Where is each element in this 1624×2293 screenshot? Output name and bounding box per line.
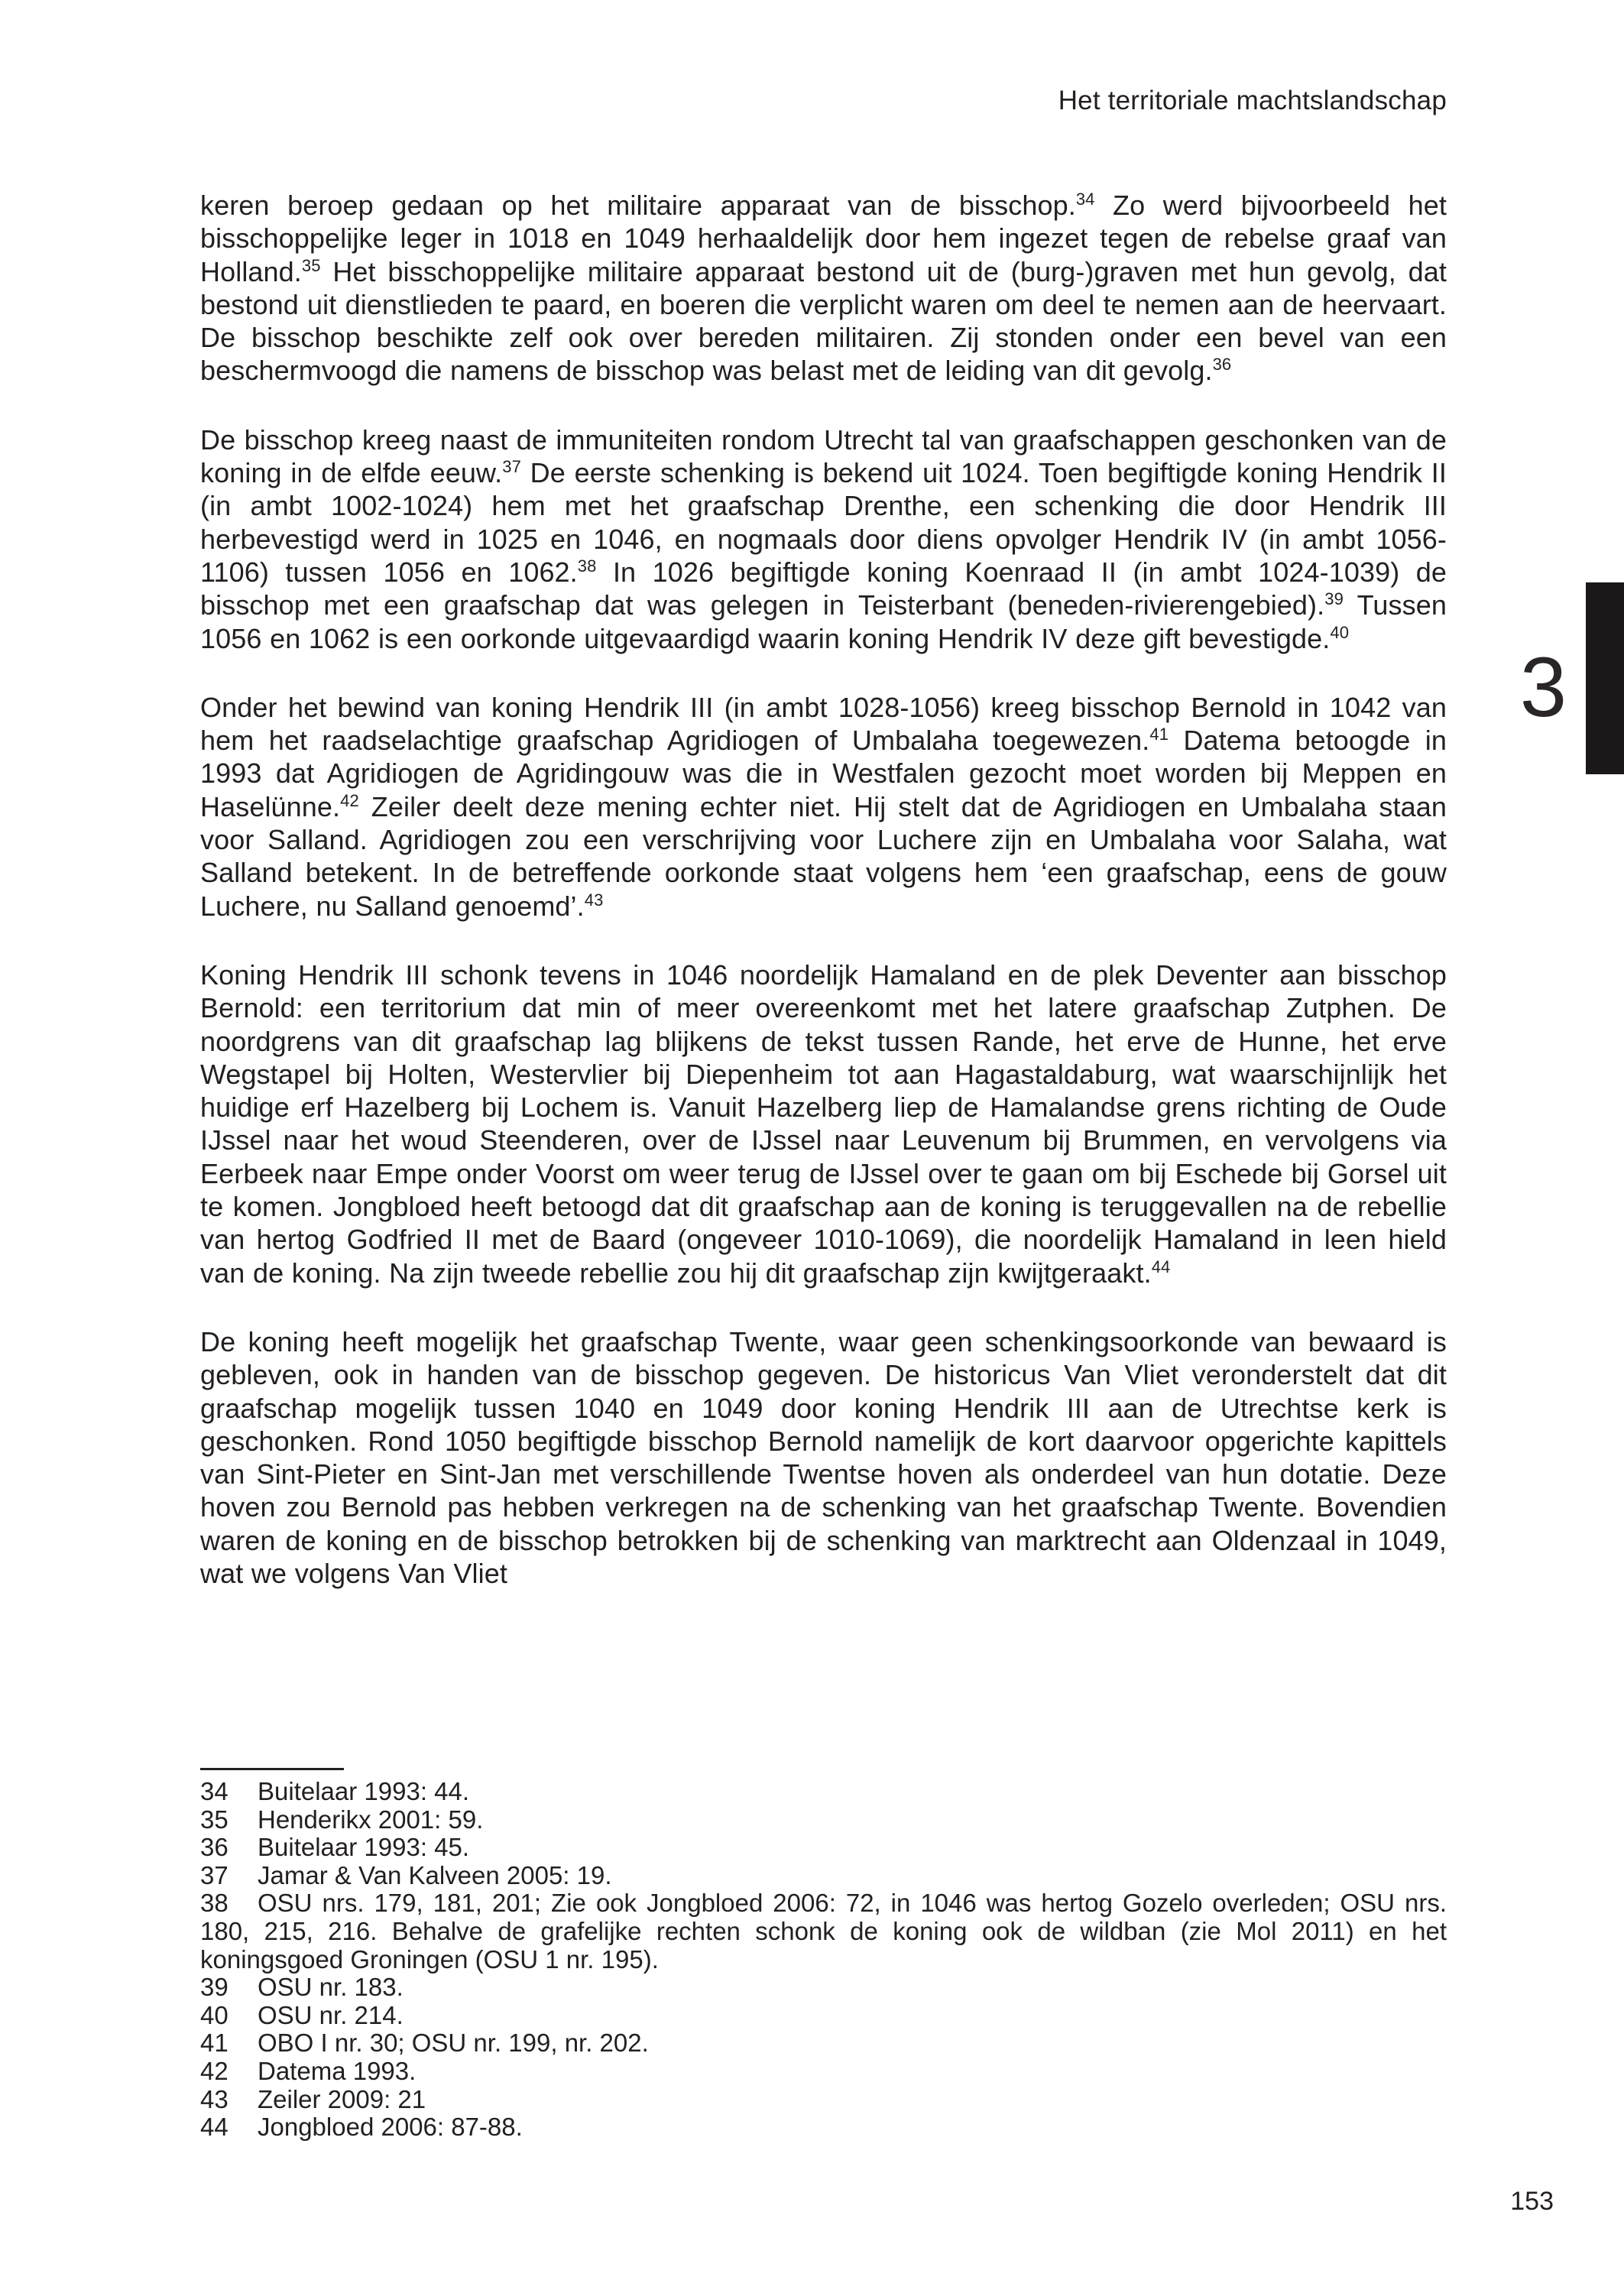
footnote-item xyxy=(200,1974,1447,2002)
footnote-item xyxy=(200,1778,1447,1806)
footnote-text: Jongbloed 2006: 87-88. xyxy=(258,2113,523,2142)
footnote-number: 36 xyxy=(200,1833,229,1862)
footnote-text: Buitelaar 1993: 44. xyxy=(258,1777,470,1805)
footnote-item xyxy=(200,2029,1447,2058)
footnote-ref: 44 xyxy=(1151,1257,1171,1276)
footnote-text: Jamar & Van Kalveen 2005: 19. xyxy=(258,1860,612,1889)
paragraph: De bisschop kreeg naast de immuniteiten rondom Utrecht tal van graafschappen geschonken van de koning in de elfde eeuw.$^{37}$ De eerste schenking is bekend uit 1024. Toen begiftigde koning Hendrik II (in ambt 1002-1024) hem met het graafschap Drenthe, een schenking die door Hendrik III herbevestigd werd in 1025 en 1046, en nogmaals door diens opvolger Hendrik IV (in ambt 1056-1106) tussen 1056 en 1062.38 In 1026 begiftigde koning Koenraad II (in ambt 1024-1039) de bisschop met een graafschap dat was gelegen in Teisterbant (beneden-rivierengebied).$^{39}$ Tussen 1056 en 1062 is een oorkonde uitgevaardigd waarin koning Hendrik IV deze gift bevestigde.$^{40}$ xyxy=(200,423,1447,654)
footnote-text: Datema 1993. xyxy=(258,2056,417,2085)
footnote-number: 38 xyxy=(200,1889,229,1918)
footnote-ref: 41 xyxy=(1149,725,1169,744)
footnote-ref: 38 xyxy=(577,556,597,576)
footnote-number: 43 xyxy=(200,2084,229,2113)
footnotes-section xyxy=(200,1768,1447,2142)
footnote-text: OSU nr. 183. xyxy=(258,1973,404,2002)
footnote-ref: 42 xyxy=(340,790,359,810)
footnote-list xyxy=(200,1778,1447,2142)
paragraph: keren beroep gedaan op het militaire apparaat van de bisschop.$^{34}$ Zo werd bijvoorbeeld het bisschoppelijke leger in 1018 en 1049 herhaaldelijk door hem ingezet tegen de rebelse graaf van Holland.$^{35}$ Het bisschoppelijke militaire apparaat bestond uit de (burg-)graven met hun gevolg, dat bestond uit dienstlieden te paard, en boeren die verplicht waren om deel te nemen aan de heervaart. De bisschop beschikte zelf ook over bereden militairen. Zij stonden onder een bevel van een beschermvoogd die namens de bisschop was belast met de leiding van dit gevolg.$^{36}$ xyxy=(200,190,1447,387)
paragraph: Koning Hendrik III schonk tevens in 1046 noordelijk Hamaland en de plek Deventer aan bisschop Bernold: een territorium dat min of meer overeenkomt met het latere graafschap Zutphen. De noordgrens van dit graafschap lag blijkens de tekst tussen Rande, het erve de Hunne, het erve Wegstapel bij Holten, Westervlier bij Diepenheim tot aan Hagastaldaburg, wat waarschijnlijk het huidige erf Hazelberg bij Lochem is. Vanuit Hazelberg liep de Hamalandse grens richting de Oude IJssel naar het woud Steenderen, over de IJssel naar Leuvenum bij Brummen, en vervolgens via Eerbeek naar Empe onder Voorst om weer terug de IJssel over te gaan om bij Eschede bij Gorsel uit te komen. Jongbloed heeft betoogd dat dit graafschap aan de koning is teruggevallen na de rebellie van hertog Godfried II met de Baard (ongeveer 1010-1069), die noordelijk Hamaland in leen hield van de koning. Na zijn tweede rebellie zou hij dit graafschap zijn kwijtgeraakt.$^{44}$ xyxy=(200,958,1447,1289)
footnote-number: 39 xyxy=(200,1973,229,2002)
footnote-item xyxy=(200,2002,1447,2030)
footnote-item xyxy=(200,1862,1447,1890)
footnote-ref: 37 xyxy=(502,457,521,477)
chapter-number: 3 xyxy=(1519,641,1567,735)
footnote-number: 34 xyxy=(200,1777,229,1805)
footnote-number: 37 xyxy=(200,1860,229,1889)
footnote-number: 35 xyxy=(200,1805,229,1834)
footnote-ref: 40 xyxy=(1330,622,1350,642)
footnote-number: 44 xyxy=(200,2113,229,2142)
footnote-item xyxy=(200,2058,1447,2086)
running-header: Het territoriale machtslandschap xyxy=(1058,86,1447,115)
footnote-ref: 34 xyxy=(1075,190,1095,209)
footnote-ref: 43 xyxy=(584,890,604,910)
footnote-divider xyxy=(200,1768,344,1770)
footnote-ref: 36 xyxy=(1212,355,1232,375)
page-number: 153 xyxy=(1510,2187,1554,2216)
footnote-number: 40 xyxy=(200,2000,229,2029)
footnote-text: Zeiler 2009: 21 xyxy=(258,2084,426,2113)
footnote-item xyxy=(200,2086,1447,2114)
footnote-text: OSU nrs. 179, 181, 201; Zie ook Jongbloed 2006: 72, in 1046 was hertog Gozelo overleden; OSU nrs. 180, 215, 216. Behalve de grafelijke rechten schonk de koning ook de wildban (zie Mol 2011) en het koningsgoed Groningen (OSU 1 nr. 195). xyxy=(200,1889,1447,1974)
footnote-text: Henderikx 2001: 59. xyxy=(258,1805,484,1834)
footnote-item xyxy=(200,1834,1447,1862)
body-text-column xyxy=(200,189,1447,1590)
footnote-item xyxy=(200,1889,1447,1974)
footnote-text: OSU nr. 214. xyxy=(258,2000,404,2029)
footnote-item xyxy=(200,1806,1447,1834)
footnote-item xyxy=(200,2113,1447,2142)
footnote-number: 41 xyxy=(200,2029,229,2058)
paragraph: De koning heeft mogelijk het graafschap Twente, waar geen schenkingsoorkonde van bewaard is gebleven, ook in handen van de bisschop gegeven. De historicus Van Vliet veronderstelt dat dit graafschap mogelijk tussen 1040 en 1049 door koning Hendrik III aan de Utrechtse kerk is geschonken. Rond 1050 begiftigde bisschop Bernold namelijk de kort daarvoor opgerichte kapittels van Sint-Pieter en Sint-Jan met verschillende Twentse hoven als onderdeel van hun dotatie. Deze hoven zou Bernold pas hebben verkregen na de schenking van het graafschap Twente. Bovendien waren de koning en de bisschop betrokken bij de schenking van marktrecht aan Oldenzaal in 1049, wat we volgens Van Vliet xyxy=(200,1325,1447,1589)
footnote-text: OBO I nr. 30; OSU nr. 199, nr. 202. xyxy=(258,2029,649,2058)
footnote-ref: 35 xyxy=(301,255,321,275)
footnote-number: 42 xyxy=(200,2056,229,2085)
chapter-tab-bar xyxy=(1586,582,1624,774)
footnote-text: Buitelaar 1993: 45. xyxy=(258,1833,470,1862)
paragraph: Onder het bewind van koning Hendrik III (in ambt 1028-1056) kreeg bisschop Bernold in 1042 van hem het raadselachtige graafschap Agridiogen of Umbalaha toegewezen.$^{41}$ Datema betoogde in 1993 dat Agridiogen de Agridingouw was die in Westfalen gezocht moet worden bij Meppen en Haselünne.$^{42}$ Zeiler deelt deze mening echter niet. Hij stelt dat de Agridiogen en Umbalaha staan voor Salland. Agridiogen zou een verschrijving voor Luchere zijn en Umbalaha voor Salaha, wat Salland betekent. In de betreffende oorkonde staat volgens hem ‘een graafschap, eens de gouw Luchere, nu Salland genoemd’.$^{43}$ xyxy=(200,691,1447,922)
footnote-ref: 39 xyxy=(1324,589,1344,609)
